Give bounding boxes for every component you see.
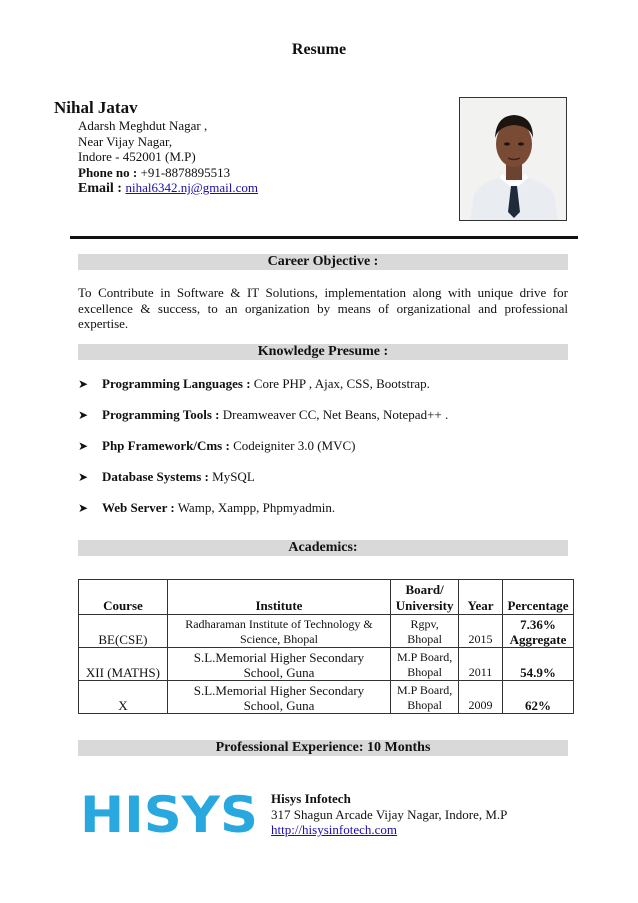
- company-address: 317 Shagun Arcade Vijay Nagar, Indore, M.P: [271, 806, 508, 822]
- arrow-bullet-icon: ➤: [78, 470, 89, 484]
- skill-item: [78, 438, 355, 454]
- column-header-year: Year: [459, 580, 503, 615]
- company-name: Hisys Infotech: [271, 791, 351, 806]
- table-row: [79, 615, 574, 648]
- email-row: [78, 180, 258, 197]
- email-label: Email :: [78, 181, 122, 196]
- document-title: Resume: [291, 41, 347, 58]
- applicant-name: Nihal Jatav: [54, 98, 138, 117]
- profile-photo: [459, 97, 567, 221]
- percentage-cell: 7.36% Aggregate: [503, 615, 574, 648]
- skill-value: Wamp, Xampp, Phpmyadmin.: [174, 500, 336, 515]
- skill-label: Programming Tools :: [102, 407, 220, 422]
- table-header-row: [79, 580, 574, 615]
- arrow-bullet-icon: ➤: [78, 408, 89, 422]
- arrow-bullet-icon: ➤: [78, 501, 89, 515]
- percentage-cell: 62%: [503, 681, 574, 714]
- header-divider: [70, 236, 578, 239]
- phone-label: Phone no :: [78, 164, 138, 180]
- column-header-institute: Institute: [167, 580, 390, 615]
- address-line: Near Vijay Nagar,: [78, 133, 173, 149]
- skill-label: Php Framework/Cms :: [102, 438, 230, 453]
- skill-value: Core PHP , Ajax, CSS, Bootstrap.: [250, 376, 430, 391]
- logo-wordmark: HISYS: [80, 786, 258, 838]
- column-header-course: Course: [79, 580, 168, 615]
- percentage-cell: 54.9%: [503, 648, 574, 681]
- year-cell: 2011: [459, 648, 503, 681]
- skill-item: [78, 500, 335, 516]
- phone-row: [78, 165, 258, 181]
- company-website-link[interactable]: http://hisysinfotech.com: [271, 822, 398, 837]
- course-cell: BE(CSE): [79, 615, 168, 648]
- email-link[interactable]: nihal6342.nj@gmail.com: [125, 180, 259, 195]
- institute-cell: S.L.Memorial Higher Secondary School, Guna: [167, 648, 390, 681]
- address-line: Adarsh Meghdut Nagar ,: [78, 118, 208, 133]
- course-cell: XII (MATHS): [79, 648, 168, 681]
- table-row: [79, 681, 574, 714]
- arrow-bullet-icon: ➤: [78, 439, 89, 453]
- institute-cell: S.L.Memorial Higher Secondary School, Guna: [167, 681, 390, 714]
- academics-table: [78, 579, 574, 714]
- company-block: [271, 791, 507, 838]
- phone-number: +91-8878895513: [140, 164, 231, 180]
- board-cell: M.P Board, Bhopal: [391, 648, 459, 681]
- skill-value: MySQL: [208, 469, 255, 484]
- skill-value: Codeigniter 3.0 (MVC): [229, 438, 356, 453]
- year-cell: 2015: [459, 615, 503, 648]
- academics-heading: Academics:: [78, 540, 568, 556]
- skill-item: [78, 407, 448, 423]
- career-objective-text: To Contribute in Software & IT Solutions, implementation along with unique drive for excellence & success, to an organization by means of organizational and professional expertise.: [78, 285, 568, 331]
- course-cell: X: [79, 681, 168, 714]
- column-header-board: Board/ University: [391, 580, 459, 615]
- skill-item: [78, 376, 430, 392]
- experience-heading: Professional Experience: 10 Months: [78, 740, 568, 756]
- institute-cell: Radharaman Institute of Technology & Science, Bhopal: [167, 615, 390, 648]
- column-header-percentage: Percentage: [503, 580, 574, 615]
- board-cell: M.P Board, Bhopal: [391, 681, 459, 714]
- arrow-bullet-icon: ➤: [78, 377, 89, 391]
- skill-label: Database Systems :: [102, 469, 209, 484]
- board-cell: Rgpv, Bhopal: [391, 615, 459, 648]
- skill-item: [78, 469, 255, 485]
- year-cell: 2009: [459, 681, 503, 714]
- career-objective-heading: Career Objective :: [78, 254, 568, 270]
- skill-label: Programming Languages :: [102, 376, 251, 391]
- hisys-logo: [80, 786, 260, 838]
- address-line: Indore - 452001 (M.P): [78, 149, 196, 164]
- table-row: [79, 648, 574, 681]
- contact-block: [78, 118, 258, 197]
- skill-value: Dreamweaver CC, Net Beans, Notepad++ .: [219, 407, 449, 422]
- knowledge-heading: Knowledge Presume :: [78, 344, 568, 360]
- skill-label: Web Server :: [102, 500, 175, 515]
